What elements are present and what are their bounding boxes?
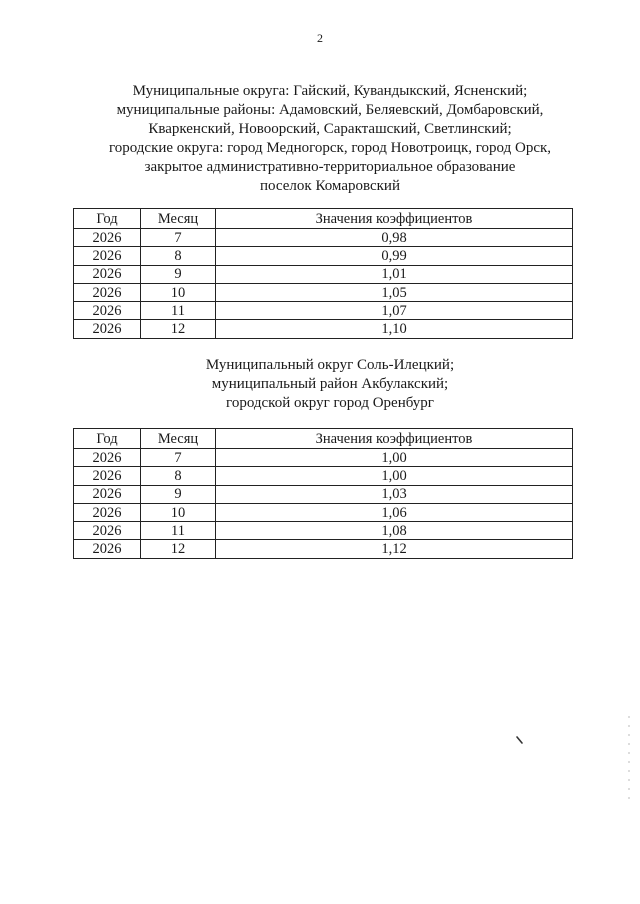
- table-row: [74, 247, 573, 265]
- cell-month: 11: [141, 522, 216, 540]
- cell-value: 1,06: [216, 503, 573, 521]
- cell-value: 0,98: [216, 229, 573, 247]
- table-row: [74, 229, 573, 247]
- cell-year: 2026: [74, 485, 141, 503]
- heading-line: Кваркенский, Новоорский, Саракташский, Светлинский;: [148, 121, 512, 137]
- heading-line: поселок Комаровский: [260, 178, 400, 194]
- cell-year: 2026: [74, 302, 141, 320]
- table-row: [74, 503, 573, 521]
- column-header-year: Год: [74, 429, 141, 449]
- table-row: [74, 283, 573, 301]
- cell-year: 2026: [74, 503, 141, 521]
- heading-line: закрытое административно-территориальное образование: [144, 159, 516, 175]
- page-number: 2: [317, 31, 323, 45]
- cell-month: 10: [141, 283, 216, 301]
- cell-year: 2026: [74, 320, 141, 338]
- heading-line: городской округ город Оренбург: [226, 395, 434, 411]
- scan-mark: [514, 734, 526, 746]
- heading-line: Муниципальный округ Соль-Илецкий;: [205, 357, 455, 373]
- table-row: [74, 540, 573, 558]
- cell-value: 1,01: [216, 265, 573, 283]
- table-header-row: [74, 429, 573, 449]
- cell-value: 1,12: [216, 540, 573, 558]
- table-row: [74, 320, 573, 338]
- cell-month: 7: [141, 229, 216, 247]
- cell-value: 1,03: [216, 485, 573, 503]
- cell-year: 2026: [74, 522, 141, 540]
- column-header-value: Значения коэффициентов: [216, 429, 573, 449]
- cell-value: 1,05: [216, 283, 573, 301]
- heading-line: Муниципальные округа: Гайский, Кувандыкский, Ясненский;: [132, 83, 528, 99]
- table-row: [74, 302, 573, 320]
- table-row: [74, 485, 573, 503]
- column-header-month: Месяц: [141, 209, 216, 229]
- cell-value: 1,00: [216, 449, 573, 467]
- cell-month: 11: [141, 302, 216, 320]
- cell-month: 7: [141, 449, 216, 467]
- table-row: [74, 522, 573, 540]
- cell-month: 9: [141, 485, 216, 503]
- table-header-row: [74, 209, 573, 229]
- table-row: [74, 265, 573, 283]
- heading-line: городские округа: город Медногорск, город Новотроицк, город Орск,: [108, 140, 552, 156]
- cell-month: 9: [141, 265, 216, 283]
- cell-month: 12: [141, 540, 216, 558]
- cell-value: 1,07: [216, 302, 573, 320]
- cell-year: 2026: [74, 265, 141, 283]
- cell-year: 2026: [74, 449, 141, 467]
- cell-year: 2026: [74, 540, 141, 558]
- cell-month: 12: [141, 320, 216, 338]
- column-header-year: Год: [74, 209, 141, 229]
- cell-value: 0,99: [216, 247, 573, 265]
- cell-value: 1,08: [216, 522, 573, 540]
- cell-month: 8: [141, 247, 216, 265]
- cell-value: 1,10: [216, 320, 573, 338]
- section-1-heading: [50, 82, 610, 196]
- table-row: [74, 467, 573, 485]
- scan-edge-marks: [626, 716, 632, 806]
- coefficients-table-2: [73, 428, 573, 559]
- cell-year: 2026: [74, 283, 141, 301]
- cell-year: 2026: [74, 467, 141, 485]
- coefficients-table-1: [73, 208, 573, 339]
- column-header-value: Значения коэффициентов: [216, 209, 573, 229]
- table-row: [74, 449, 573, 467]
- section-2-heading: [50, 356, 610, 413]
- cell-value: 1,00: [216, 467, 573, 485]
- cell-year: 2026: [74, 247, 141, 265]
- column-header-month: Месяц: [141, 429, 216, 449]
- cell-month: 8: [141, 467, 216, 485]
- heading-line: муниципальный район Акбулакский;: [211, 376, 449, 392]
- cell-year: 2026: [74, 229, 141, 247]
- heading-line: муниципальные районы: Адамовский, Беляевский, Домбаровский,: [116, 102, 544, 118]
- cell-month: 10: [141, 503, 216, 521]
